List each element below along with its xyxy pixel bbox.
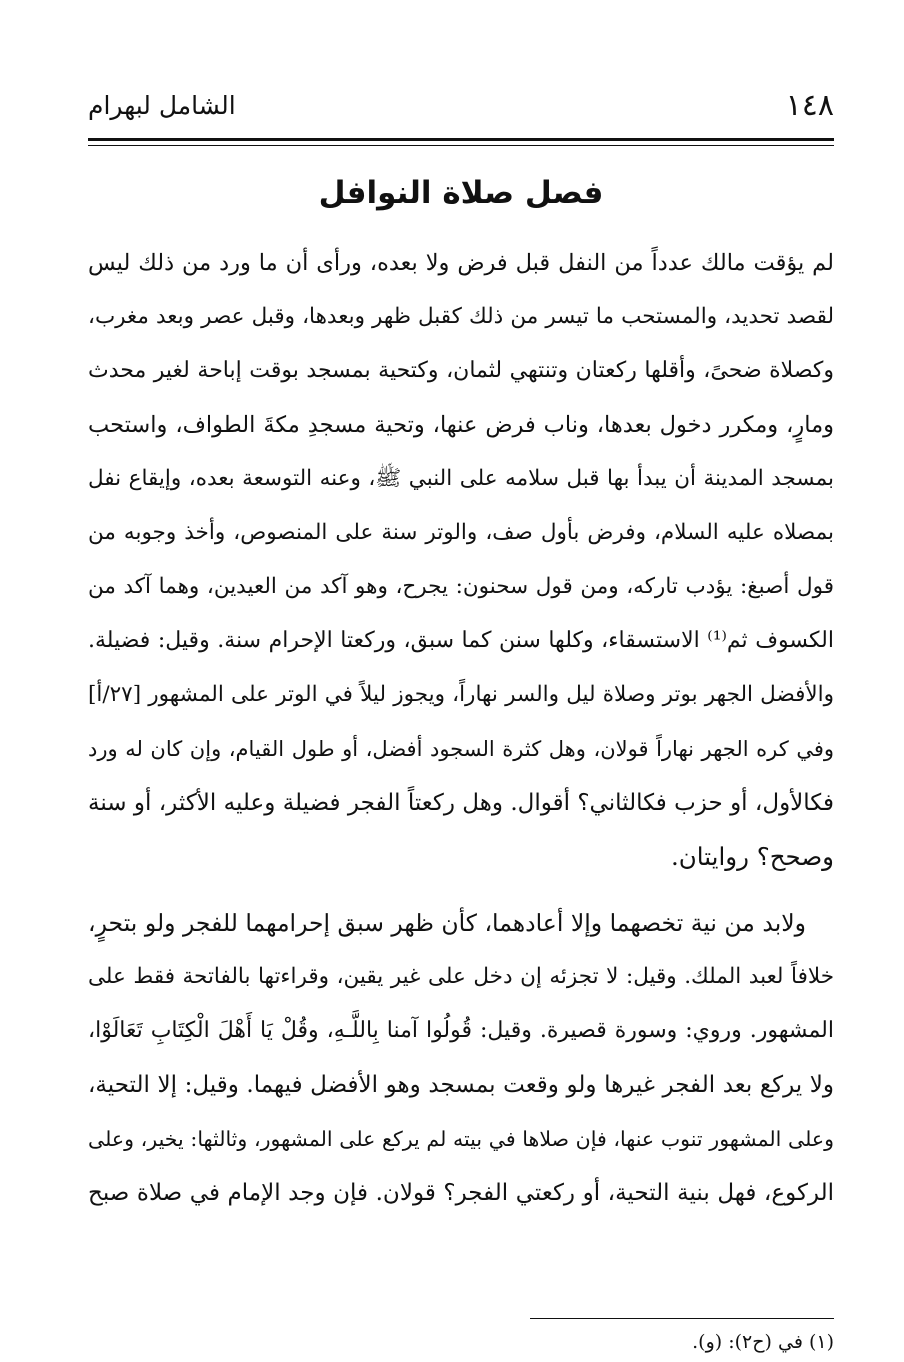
text-line: خلافاً لعبد الملك. وقيل: لا تجزئه إن دخل على غير يقين، وقراءتها بالفاتحة فقط على [88,964,834,989]
text-line: وكصلاة ضحىً، وأقلها ركعتان وتنتهي لثمان، وكتحية بمسجد بوقت إباحة لغير محدث [88,358,834,383]
text-line: المشهور. وروي: وسورة قصيرة. وقيل: قُولُوا آمنا بِاللَّـهِ، وقُلْ يَا أَهْلَ الْكِتَابِ تَعَالَوْا، [88,1018,834,1043]
running-header [88,88,834,128]
header-rule-thick [88,138,834,141]
body-text [88,236,834,1220]
footnote: (١) في (ح٢): (و). [692,1331,834,1353]
header-rule-thin [88,145,834,146]
text-line: قول أصبغ: يؤدب تاركه، ومن قول سحنون: يجرح، وهو آكد من العيدين، وهما آكد من [88,574,834,599]
text-line: والأفضل الجهر بوتر وصلاة ليل والسر نهاراً، ويجوز ليلاً في الوتر على المشهور [٢٧/أ] [88,682,834,707]
text-line: وعلى المشهور تنوب عنها، فإن صلاها في بيته لم يركع على المشهور، وثالثها: يخير، وعلى [88,1127,834,1151]
page-number: ١٤٨ [785,88,834,123]
section-title: فصل صلاة النوافل [318,175,604,211]
book-title: الشامل لبهرام [88,91,236,120]
text-line: ومارٍ، ومكرر دخول بعدها، وناب فرض عنها، وتحية مسجدِ مكةَ الطواف، واستحب [88,412,834,438]
text-line: لم يؤقت مالك عدداً من النفل قبل فرض ولا بعده، ورأى أن ما ورد من ذلك ليس [88,250,834,276]
text-line: بمسجد المدينة أن يبدأ بها قبل سلامه على النبي ﷺ، وعنه التوسعة بعده، وإيقاع نفل [88,466,834,491]
text-line: لقصد تحديد، والمستحب ما تيسر من ذلك كقبل ظهر وبعدها، وقبل عصر وبعد مغرب، [88,304,834,329]
text-line: بمصلاه عليه السلام، وفرض بأول صف، والوتر سنة على المنصوص، وأخذ وجوبه من [88,520,834,545]
text-line: الكسوف ثم⁽¹⁾ الاستسقاء، وكلها سنن كما سبق، وركعتا الإحرام سنة. وقيل: فضيلة. [88,628,834,653]
text-line: ولابد من نية تخصهما وإلا أعادهما، كأن ظهر سبق إحرامهما للفجر ولو بتحرٍ، [88,909,806,937]
footnote-separator [530,1318,834,1319]
text-line: ولا يركع بعد الفجر غيرها ولو وقعت بمسجد وهو الأفضل فيهما. وقيل: إلا التحية، [88,1072,834,1098]
text-line: وصحح؟ روايتان. [671,842,834,871]
text-line: الركوع، فهل بنية التحية، أو ركعتي الفجر؟ قولان. فإن وجد الإمام في صلاة صبح [88,1180,834,1206]
paragraph-gap [88,884,834,896]
text-line: وفي كره الجهر نهاراً قولان، وهل كثرة السجود أفضل، أو طول القيام، وإن كان له ورد [88,737,834,761]
text-line: فكالأول، أو حزب فكالثاني؟ أقوال. وهل ركعتاً الفجر فضيلة وعليه الأكثر، أو سنة [88,790,834,816]
